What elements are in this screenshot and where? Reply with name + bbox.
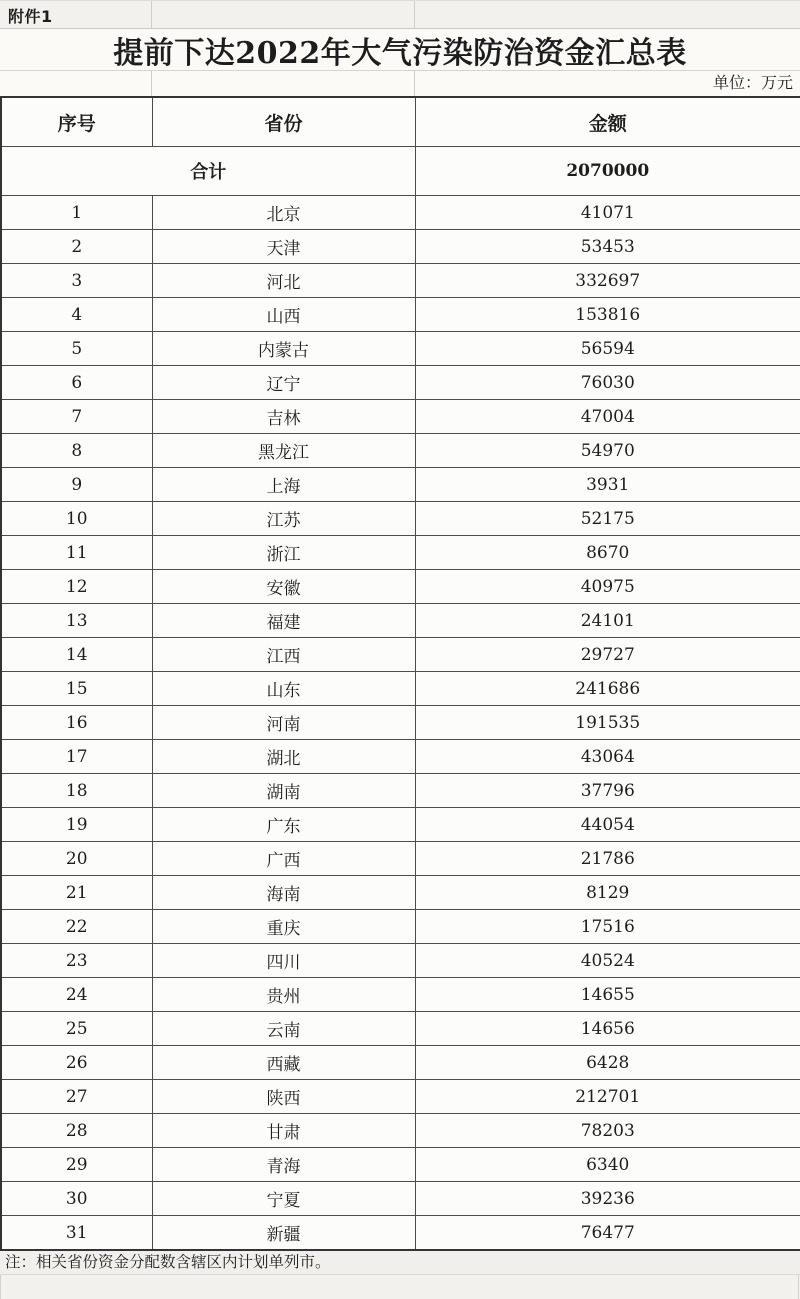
cell-no: 29 [1, 1148, 152, 1182]
top-strip [0, 0, 800, 29]
cell-province: 福建 [152, 604, 415, 638]
cell-amount: 21786 [415, 842, 800, 876]
cell-no: 9 [1, 468, 152, 502]
cell-amount: 6340 [415, 1148, 800, 1182]
cell-no: 2 [1, 230, 152, 264]
table-row [1, 808, 800, 842]
cell-no: 28 [1, 1114, 152, 1148]
table-row [1, 910, 800, 944]
cell-province: 陕西 [152, 1080, 415, 1114]
cell-no: 3 [1, 264, 152, 298]
total-label-cell: 合计 [1, 147, 415, 196]
table-row [1, 502, 800, 536]
cell-amount: 191535 [415, 706, 800, 740]
cell-no: 1 [1, 196, 152, 230]
cell-amount: 44054 [415, 808, 800, 842]
cell-province: 山西 [152, 298, 415, 332]
table-row [1, 230, 800, 264]
cell-amount: 47004 [415, 400, 800, 434]
table-row [1, 434, 800, 468]
cell-province: 山东 [152, 672, 415, 706]
table-row [1, 536, 800, 570]
table-row [1, 1012, 800, 1046]
gridline-vertical [151, 71, 152, 96]
cell-province: 甘肃 [152, 1114, 415, 1148]
total-amount-cell: 2070000 [415, 147, 800, 196]
cell-amount: 56594 [415, 332, 800, 366]
cell-amount: 40975 [415, 570, 800, 604]
cell-province: 江苏 [152, 502, 415, 536]
cell-province: 宁夏 [152, 1182, 415, 1216]
cell-province: 天津 [152, 230, 415, 264]
gridline-vertical [151, 1, 152, 28]
table-row [1, 774, 800, 808]
cell-amount: 153816 [415, 298, 800, 332]
cell-amount: 76030 [415, 366, 800, 400]
cell-no: 24 [1, 978, 152, 1012]
cell-amount: 29727 [415, 638, 800, 672]
cell-province: 青海 [152, 1148, 415, 1182]
cell-province: 河北 [152, 264, 415, 298]
cell-province: 西藏 [152, 1046, 415, 1080]
table-row [1, 332, 800, 366]
cell-no: 12 [1, 570, 152, 604]
cell-amount: 14655 [415, 978, 800, 1012]
cell-no: 17 [1, 740, 152, 774]
cell-province: 新疆 [152, 1216, 415, 1251]
cell-amount: 14656 [415, 1012, 800, 1046]
table-row [1, 672, 800, 706]
table-body [1, 97, 800, 1250]
cell-province: 安徽 [152, 570, 415, 604]
cell-amount: 6428 [415, 1046, 800, 1080]
cell-no: 13 [1, 604, 152, 638]
cell-province: 上海 [152, 468, 415, 502]
footnote: 注：相关省份资金分配数含辖区内计划单列市。 [0, 1251, 800, 1275]
cell-no: 25 [1, 1012, 152, 1046]
cell-amount: 3931 [415, 468, 800, 502]
header-cell-no: 序号 [1, 97, 152, 147]
cell-amount: 24101 [415, 604, 800, 638]
table-row [1, 400, 800, 434]
cell-province: 北京 [152, 196, 415, 230]
table-row [1, 264, 800, 298]
table-row [1, 978, 800, 1012]
cell-province: 内蒙古 [152, 332, 415, 366]
cell-amount: 78203 [415, 1114, 800, 1148]
cell-amount: 37796 [415, 774, 800, 808]
cell-province: 河南 [152, 706, 415, 740]
cell-amount: 39236 [415, 1182, 800, 1216]
cell-province: 广西 [152, 842, 415, 876]
document-title: 提前下达2022年大气污染防治资金汇总表 [0, 29, 800, 71]
cell-no: 26 [1, 1046, 152, 1080]
cell-no: 19 [1, 808, 152, 842]
cell-no: 10 [1, 502, 152, 536]
table-row [1, 298, 800, 332]
cell-no: 6 [1, 366, 152, 400]
table-row [1, 1080, 800, 1114]
cell-province: 江西 [152, 638, 415, 672]
table-row [1, 366, 800, 400]
cell-amount: 8670 [415, 536, 800, 570]
table-row [1, 196, 800, 230]
table-row [1, 1114, 800, 1148]
cell-no: 22 [1, 910, 152, 944]
unit-label: 单位：万元 [712, 73, 793, 92]
cell-province: 广东 [152, 808, 415, 842]
cell-amount: 241686 [415, 672, 800, 706]
cell-no: 4 [1, 298, 152, 332]
table-row [1, 570, 800, 604]
cell-province: 黑龙江 [152, 434, 415, 468]
cell-amount: 54970 [415, 434, 800, 468]
cell-no: 20 [1, 842, 152, 876]
cell-no: 11 [1, 536, 152, 570]
cell-province: 海南 [152, 876, 415, 910]
cell-province: 四川 [152, 944, 415, 978]
cell-province: 湖北 [152, 740, 415, 774]
cell-province: 贵州 [152, 978, 415, 1012]
cell-province: 重庆 [152, 910, 415, 944]
cell-amount: 8129 [415, 876, 800, 910]
table-row [1, 1148, 800, 1182]
cell-no: 23 [1, 944, 152, 978]
table-row [1, 944, 800, 978]
cell-no: 8 [1, 434, 152, 468]
cell-amount: 40524 [415, 944, 800, 978]
table-header-row [1, 97, 800, 147]
cell-no: 30 [1, 1182, 152, 1216]
table-total-row [1, 147, 800, 196]
cell-no: 15 [1, 672, 152, 706]
cell-amount: 41071 [415, 196, 800, 230]
cell-province: 浙江 [152, 536, 415, 570]
cell-amount: 17516 [415, 910, 800, 944]
cell-amount: 43064 [415, 740, 800, 774]
cell-amount: 332697 [415, 264, 800, 298]
table-row [1, 1046, 800, 1080]
gridline-vertical [414, 71, 415, 96]
attachment-label: 附件1 [8, 7, 53, 26]
gridline-vertical [414, 1, 415, 28]
cell-province: 云南 [152, 1012, 415, 1046]
cell-amount: 52175 [415, 502, 800, 536]
cell-no: 16 [1, 706, 152, 740]
cell-province: 湖南 [152, 774, 415, 808]
table-row [1, 842, 800, 876]
cell-no: 27 [1, 1080, 152, 1114]
header-cell-province: 省份 [152, 97, 415, 147]
cell-no: 5 [1, 332, 152, 366]
cell-no: 7 [1, 400, 152, 434]
cell-province: 辽宁 [152, 366, 415, 400]
cell-amount: 53453 [415, 230, 800, 264]
table-row [1, 706, 800, 740]
table-row [1, 1182, 800, 1216]
table-row [1, 1216, 800, 1251]
cell-province: 吉林 [152, 400, 415, 434]
table-row [1, 604, 800, 638]
cell-no: 31 [1, 1216, 152, 1251]
table-row [1, 740, 800, 774]
cell-amount: 212701 [415, 1080, 800, 1114]
cell-no: 21 [1, 876, 152, 910]
unit-row [0, 71, 800, 96]
table-row [1, 876, 800, 910]
funds-summary-table [0, 96, 800, 1251]
table-row [1, 638, 800, 672]
table-row [1, 468, 800, 502]
cell-no: 18 [1, 774, 152, 808]
header-cell-amount: 金额 [415, 97, 800, 147]
cell-amount: 76477 [415, 1216, 800, 1251]
cell-no: 14 [1, 638, 152, 672]
